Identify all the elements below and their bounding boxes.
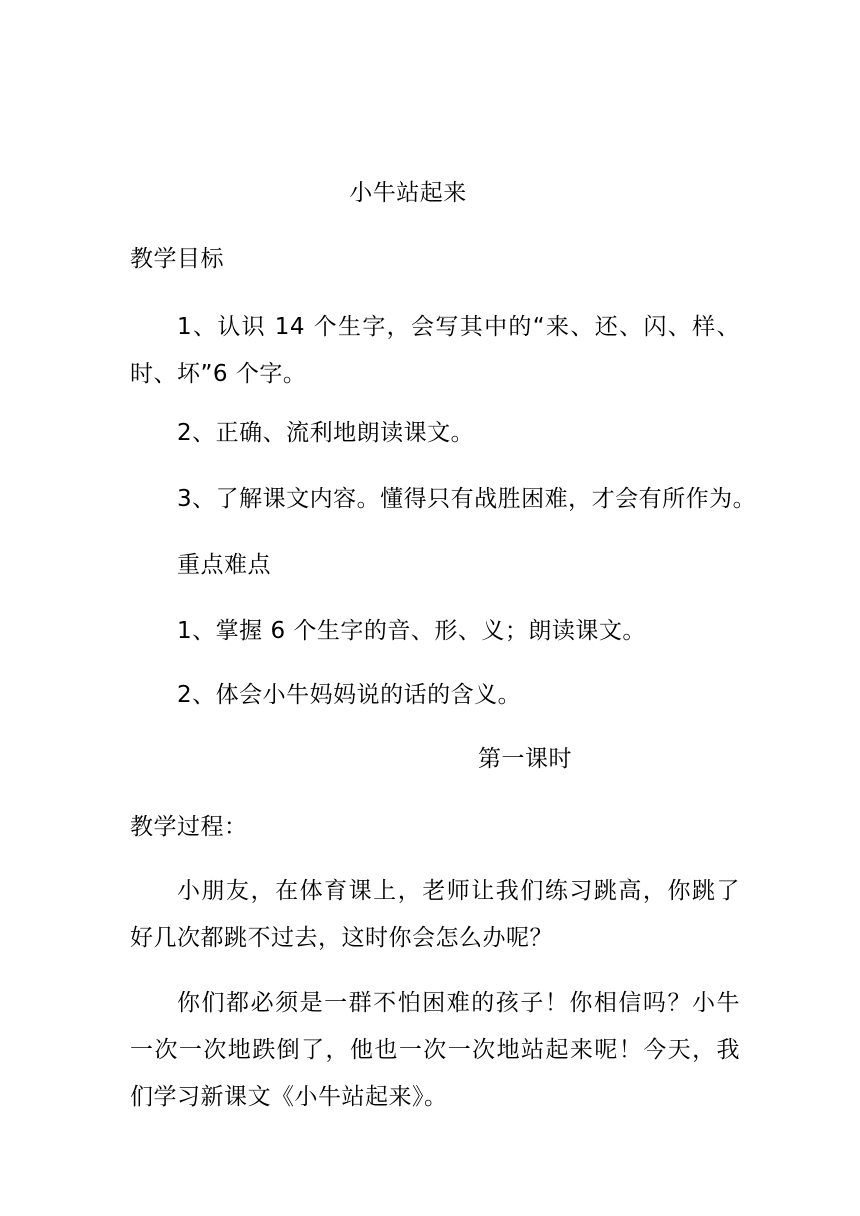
- key-points-heading: 重点难点: [177, 552, 271, 578]
- objective-item-3: 3、了解课文内容。懂得只有战胜困难，才会有所作为。: [177, 486, 757, 512]
- objectives-heading: 教学目标: [130, 246, 224, 272]
- process-paragraph-1: 小朋友，在体育课上，老师让我们练习跳高，你跳了好几次都跳不过去，这时你会怎么办呢？: [130, 878, 740, 951]
- process-paragraph-2: 你们都必须是一群不怕困难的孩子！你相信吗？小牛一次一次地跌倒了，他也一次一次地站起来呢！今天，我们学习新课文《小牛站起来》。: [130, 990, 740, 1110]
- key-point-item-2: 2、体会小牛妈妈说的话的含义。: [177, 682, 522, 708]
- objective-item-2: 2、正确、流利地朗读课文。: [177, 420, 475, 446]
- process-heading: 教学过程：: [130, 814, 248, 840]
- key-point-item-1: 1、掌握 6 个生字的音、形、义；朗读课文。: [177, 618, 646, 644]
- document-title: 小牛站起来: [349, 180, 467, 206]
- objective-item-1: 1、认识 14 个生字，会写其中的“来、还、闪、样、时、坏”6 个字。: [130, 314, 740, 387]
- lesson-title: 第一课时: [478, 746, 572, 772]
